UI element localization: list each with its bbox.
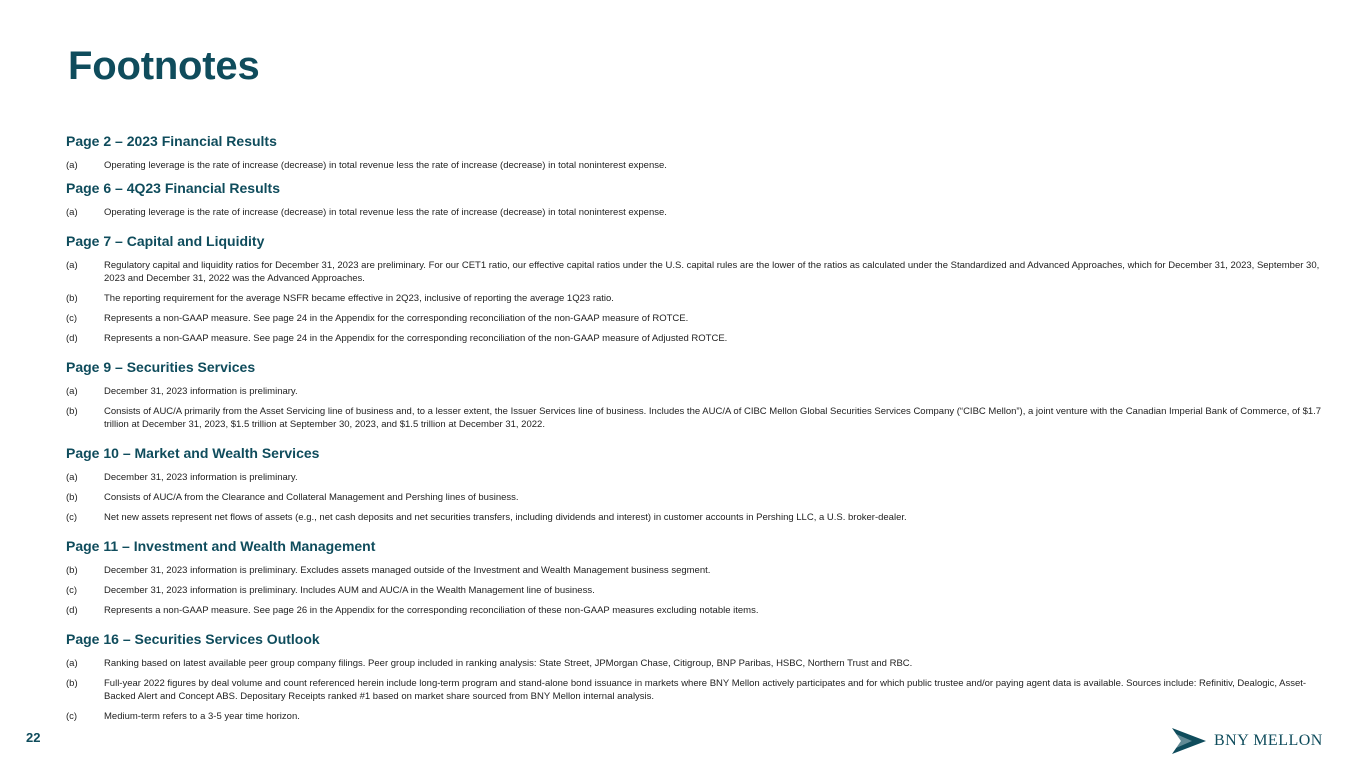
footnote-item [66, 657, 1326, 670]
footnote-marker: (a) [66, 658, 78, 669]
footnote-text: Ranking based on latest available peer group company filings. Peer group included in ranking analysis: State Street, JPMorgan Chase, Citigroup, BNP Paribas, HSBC, Northern Trust and RBC. [104, 658, 913, 669]
footnote-marker: (d) [66, 333, 78, 344]
footnote-marker: (b) [66, 293, 78, 304]
footnote-text: December 31, 2023 information is preliminary. Excludes assets managed outside of the Investment and Wealth Management business segment. [104, 565, 711, 576]
footnote-marker: (a) [66, 260, 78, 271]
footnote-section [66, 444, 1326, 524]
footnote-text: Operating leverage is the rate of increase (decrease) in total revenue less the rate of increase (decrease) in total noninterest expense. [104, 207, 667, 218]
footnote-marker: (b) [66, 565, 78, 576]
footnote-text: December 31, 2023 information is preliminary. [104, 386, 298, 397]
footnotes-list [66, 132, 1326, 730]
footnote-item [66, 677, 1326, 703]
footnote-item [66, 584, 1326, 597]
footnote-section [66, 179, 1326, 219]
footnote-item [66, 604, 1326, 617]
footnote-section [66, 630, 1326, 723]
footnote-item [66, 405, 1326, 431]
footnote-item [66, 312, 1326, 325]
footnote-text: Net new assets represent net flows of assets (e.g., net cash deposits and net securities transfers, including dividends and interest) in customer accounts in Pershing LLC, a U.S. broker-dealer. [104, 512, 907, 523]
footnote-marker: (a) [66, 472, 78, 483]
footnote-marker: (a) [66, 207, 78, 218]
footnote-marker: (a) [66, 386, 78, 397]
footnote-text: Full-year 2022 figures by deal volume and count referenced herein include long-term program and stand-alone bond issuance in markets where BNY Mellon actively participates and for which public trustee and/or paying agent data is available. Sources include: Refinitiv, Dealogic, Asset-Backed Alert and Concept ABS. Depositary Receipts ranked #1 based on market share sourced from BNY Mellon internal analysis. [104, 678, 1307, 702]
footnote-item [66, 206, 1326, 219]
footnote-item [66, 564, 1326, 577]
footnote-marker: (b) [66, 492, 78, 503]
section-heading: Page 6 – 4Q23 Financial Results [66, 180, 280, 196]
footnote-section [66, 358, 1326, 431]
section-heading: Page 16 – Securities Services Outlook [66, 631, 320, 647]
footnote-item [66, 385, 1326, 398]
footnote-item [66, 332, 1326, 345]
footnote-section [66, 132, 1326, 172]
brand-logo [1172, 728, 1323, 754]
brand-name: BNY MELLON [1214, 732, 1323, 749]
footnote-item [66, 259, 1326, 285]
footnote-section [66, 232, 1326, 345]
footnote-marker: (d) [66, 605, 78, 616]
footnote-text: Medium-term refers to a 3-5 year time horizon. [104, 711, 300, 722]
section-heading: Page 7 – Capital and Liquidity [66, 233, 265, 249]
footnote-item [66, 159, 1326, 172]
footnote-item [66, 710, 1326, 723]
bny-mellon-logo-icon [1172, 728, 1206, 754]
footnote-text: Regulatory capital and liquidity ratios for December 31, 2023 are preliminary. For our CET1 ratio, our effective capital ratios under the U.S. capital rules are the lower of the ratios as calculated under the Standardized and Advanced Approaches, which for December 31, 2023, September 30, 2023 and December 31, 2022 was the Advanced Approaches. [104, 260, 1320, 284]
footnote-marker: (a) [66, 160, 78, 171]
section-heading: Page 9 – Securities Services [66, 359, 256, 375]
footnote-marker: (b) [66, 406, 78, 417]
section-heading: Page 2 – 2023 Financial Results [66, 133, 277, 149]
footnote-marker: (c) [66, 313, 78, 324]
page-number: 22 [26, 730, 41, 745]
footnote-text: December 31, 2023 information is preliminary. [104, 472, 298, 483]
section-heading: Page 10 – Market and Wealth Services [66, 445, 320, 461]
footnote-text: Represents a non-GAAP measure. See page 26 in the Appendix for the corresponding reconciliation of these non-GAAP measures excluding notable items. [104, 605, 759, 616]
footnote-text: Represents a non-GAAP measure. See page 24 in the Appendix for the corresponding reconciliation of the non-GAAP measure of Adjusted ROTCE. [104, 333, 728, 344]
footnote-item [66, 511, 1326, 524]
page-title: Footnotes [68, 44, 260, 88]
section-heading: Page 11 – Investment and Wealth Management [66, 538, 376, 554]
footnote-text: December 31, 2023 information is preliminary. Includes AUM and AUC/A in the Wealth Management line of business. [104, 585, 595, 596]
footnote-marker: (b) [66, 678, 78, 689]
footnote-text: Operating leverage is the rate of increase (decrease) in total revenue less the rate of increase (decrease) in total noninterest expense. [104, 160, 667, 171]
footnote-section [66, 537, 1326, 617]
footnote-marker: (c) [66, 512, 78, 523]
footnote-item [66, 471, 1326, 484]
footnote-text: Represents a non-GAAP measure. See page 24 in the Appendix for the corresponding reconciliation of the non-GAAP measure of ROTCE. [104, 313, 689, 324]
footnote-item [66, 292, 1326, 305]
footnote-marker: (c) [66, 711, 78, 722]
footnote-marker: (c) [66, 585, 78, 596]
footnote-text: Consists of AUC/A from the Clearance and Collateral Management and Pershing lines of business. [104, 492, 519, 503]
footnote-text: The reporting requirement for the average NSFR became effective in 2Q23, inclusive of reporting the average 1Q23 ratio. [104, 293, 614, 304]
footnote-item [66, 491, 1326, 504]
footnote-text: Consists of AUC/A primarily from the Asset Servicing line of business and, to a lesser extent, the Issuer Services line of business. Includes the AUC/A of CIBC Mellon Global Securities Services Company (“CIBC Mellon”), a joint venture with the Canadian Imperial Bank of Commerce, of $1.7 trillion at December 31, 2023, $1.5 trillion at September 30, 2023, and $1.5 trillion at December 31, 2022. [104, 406, 1322, 430]
